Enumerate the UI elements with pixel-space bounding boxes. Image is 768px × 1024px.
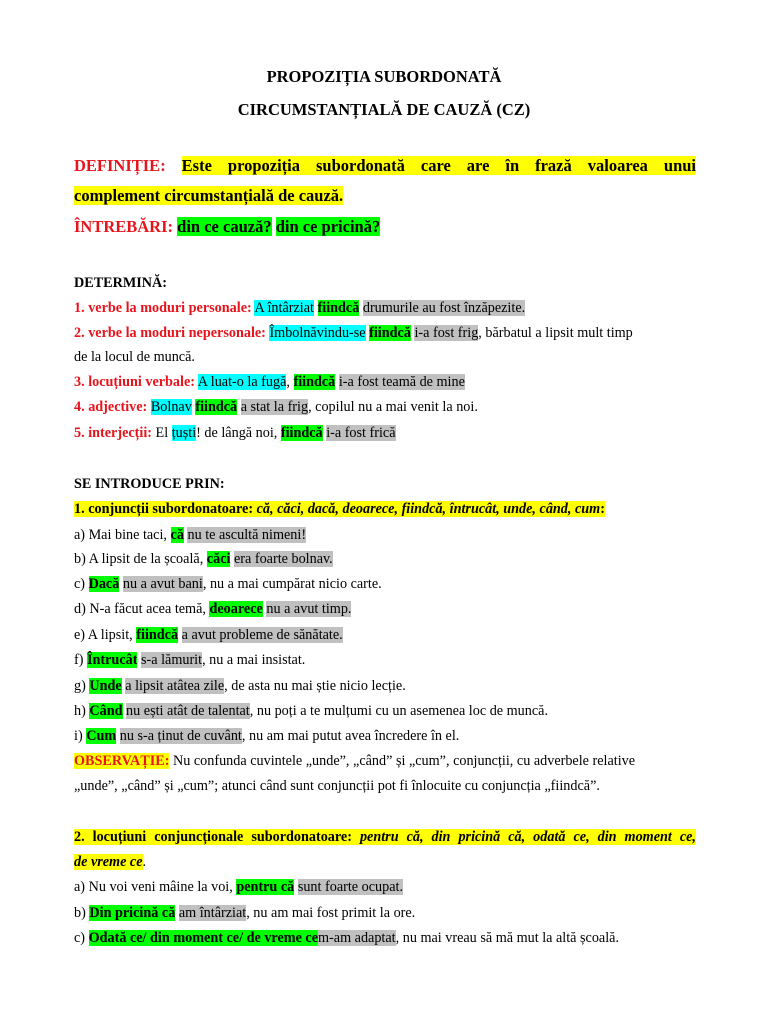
item-label: 2. verbe la moduri nepersonale: xyxy=(74,325,266,341)
question-2: din ce pricină? xyxy=(275,217,381,236)
determina-item-4 xyxy=(74,397,696,417)
example-row xyxy=(74,726,696,746)
example-sub: nu s-a ținut de cuvânt xyxy=(119,728,242,744)
example-sub: nu a avut bani xyxy=(122,576,203,592)
observation-label: OBSERVAȚIE: xyxy=(74,753,170,769)
example-rest: , nu poți a te mulțumi cu un asemenea loc de muncă. xyxy=(249,703,548,719)
example-rest: , nu a mai insistat. xyxy=(202,652,306,668)
observation-line-1 xyxy=(74,751,696,771)
example-conj: Odată ce/ din moment ce/ de vreme ce xyxy=(88,930,319,946)
example-pre: b) A lipsit de la școală, xyxy=(74,551,204,567)
example-row xyxy=(74,525,696,545)
example-conj: Unde xyxy=(89,678,122,694)
rest: , copilul nu a mai venit la noi. xyxy=(308,399,478,415)
example-row xyxy=(74,650,696,670)
example-row xyxy=(74,903,696,923)
questions-line xyxy=(74,217,696,237)
definition-label: DEFINIȚIE: xyxy=(74,156,166,175)
regent: Bolnav xyxy=(150,399,192,415)
mid: ! de lângă noi, xyxy=(196,425,278,441)
section2-label: 2. locuțiuni conjuncționale subordonatoare: xyxy=(74,829,352,845)
conjunction: fiindcă xyxy=(195,399,238,415)
example-pre: f) xyxy=(74,652,84,668)
subordinate: a stat la frig xyxy=(240,399,309,415)
section1-label: 1. conjuncții subordonatoare: xyxy=(74,501,254,517)
section2-list-2: de vreme ce xyxy=(74,854,143,870)
example-rest: , nu mai vreau să mă mut la altă școală. xyxy=(395,930,619,946)
example-conj: că xyxy=(170,527,184,543)
example-pre: b) xyxy=(74,905,86,921)
example-conj: Întrucât xyxy=(87,652,138,668)
example-sub: s-a lămurit xyxy=(141,652,203,668)
example-conj: Când xyxy=(89,703,123,719)
example-row xyxy=(74,549,696,569)
example-sub: nu ești atât de talentat xyxy=(126,703,250,719)
definition-line-2 xyxy=(74,186,696,206)
example-sub: a lipsit atâtea zile xyxy=(125,678,225,694)
example-row xyxy=(74,928,696,948)
determina-item-1 xyxy=(74,298,696,318)
example-sub: sunt foarte ocupat. xyxy=(297,879,403,895)
subordinate: i-a fost frig xyxy=(414,325,479,341)
conjunction: fiindcă xyxy=(369,325,411,341)
definition-line-1 xyxy=(74,156,696,176)
example-conj: Din pricină că xyxy=(89,905,176,921)
regent: A întârziat xyxy=(254,300,314,316)
example-conj: căci xyxy=(206,551,231,567)
regent: A luat-o la fugă xyxy=(197,374,287,390)
example-rest: , de asta nu mai știe nicio lecție. xyxy=(224,678,406,694)
determina-item-2 xyxy=(74,323,696,343)
example-pre: e) A lipsit, xyxy=(74,627,133,643)
regent: țuști xyxy=(171,425,197,441)
example-rest: , nu am mai fost primit la ore. xyxy=(246,905,416,921)
example-pre: c) xyxy=(74,576,86,592)
example-row xyxy=(74,877,696,897)
example-sub: a avut probleme de sănătate. xyxy=(181,627,343,643)
section2-heading xyxy=(74,827,696,847)
example-pre: a) Nu voi veni mâine la voi, xyxy=(74,879,233,895)
example-sub: nu a avut timp. xyxy=(266,601,352,617)
section2-heading-cont: de vreme ce. xyxy=(74,854,147,870)
questions-label: ÎNTREBĂRI: xyxy=(74,217,174,236)
introduce-heading: SE INTRODUCE PRIN: xyxy=(74,476,225,492)
item-label: 5. interjecții: xyxy=(74,425,152,441)
example-row xyxy=(74,701,696,721)
item-label: 4. adjective: xyxy=(74,399,148,415)
regent: Îmbolnăvindu-se xyxy=(269,325,366,341)
example-row xyxy=(74,625,696,645)
section2-list-1: pentru că, din pricină că, odată ce, din moment ce, xyxy=(359,829,696,845)
example-sub: era foarte bolnav. xyxy=(233,551,333,567)
example-pre: a) Mai bine taci, xyxy=(74,527,167,543)
example-row xyxy=(74,574,696,594)
rest: , bărbatul a lipsit mult timp xyxy=(478,325,633,341)
observation-line-2: „unde”, „când” și „cum”; atunci când sunt conjuncții pot fi înlocuite cu conjuncția „fiindcă”. xyxy=(74,778,600,794)
determina-item-5 xyxy=(74,423,696,443)
conjunction: fiindcă xyxy=(293,374,336,390)
pre: El xyxy=(155,425,169,441)
item-label: 1. verbe la moduri personale: xyxy=(74,300,252,316)
example-conj: fiindcă xyxy=(136,627,179,643)
example-conj: Cum xyxy=(86,728,117,744)
subordinate: i-a fost frică xyxy=(326,425,396,441)
section1-list: că, căci, dacă, deoarece, fiindcă, întrucât, unde, când, cum xyxy=(256,501,601,517)
example-sub: nu te ascultă nimeni! xyxy=(187,527,307,543)
item-label: 3. locuțiuni verbale: xyxy=(74,374,195,390)
section1-heading: 1. conjuncții subordonatoare: că, căci, dacă, deoarece, fiindcă, întrucât, unde, când, cum: xyxy=(74,501,605,517)
example-sub: am întârziat xyxy=(178,905,247,921)
example-pre: i) xyxy=(74,728,83,744)
example-conj: pentru că xyxy=(236,879,295,895)
definition-text-2: complement circumstanțială de cauză. xyxy=(74,186,344,205)
example-conj: deoarece xyxy=(209,601,263,617)
example-pre: d) N-a făcut acea temă, xyxy=(74,601,206,617)
question-1: din ce cauză? xyxy=(177,217,272,236)
title-line-2: CIRCUMSTANȚIALĂ DE CAUZĂ (CZ) xyxy=(237,100,531,119)
determina-item-3: 3. locuțiuni verbale: A luat-o la fugă, fiindcă i-a fost teamă de mine xyxy=(74,374,465,390)
example-sub: m-am adaptat xyxy=(318,930,396,946)
title-line-1: PROPOZIȚIA SUBORDONATĂ xyxy=(266,67,502,86)
example-row xyxy=(74,599,696,619)
conjunction: fiindcă xyxy=(280,425,323,441)
determina-item-2-cont: de la locul de muncă. xyxy=(74,349,195,365)
observation-text-1: Nu confunda cuvintele „unde”, „când” și „cum”, conjuncții, cu adverbele relative xyxy=(172,753,636,769)
example-rest: , nu am mai putut avea încredere în el. xyxy=(241,728,460,744)
example-pre: c) xyxy=(74,930,86,946)
example-pre: h) xyxy=(74,703,86,719)
subordinate: i-a fost teamă de mine xyxy=(338,374,465,390)
conjunction: fiindcă xyxy=(317,300,360,316)
example-conj: Dacă xyxy=(88,576,120,592)
determina-heading: DETERMINĂ: xyxy=(74,275,168,291)
definition-text-1: Este propoziția subordonată care are în frază valoarea unui xyxy=(181,156,697,175)
example-row xyxy=(74,676,696,696)
subordinate: drumurile au fost înzăpezite. xyxy=(362,300,526,316)
example-rest: , nu a mai cumpărat nicio carte. xyxy=(202,576,382,592)
example-pre: g) xyxy=(74,678,86,694)
